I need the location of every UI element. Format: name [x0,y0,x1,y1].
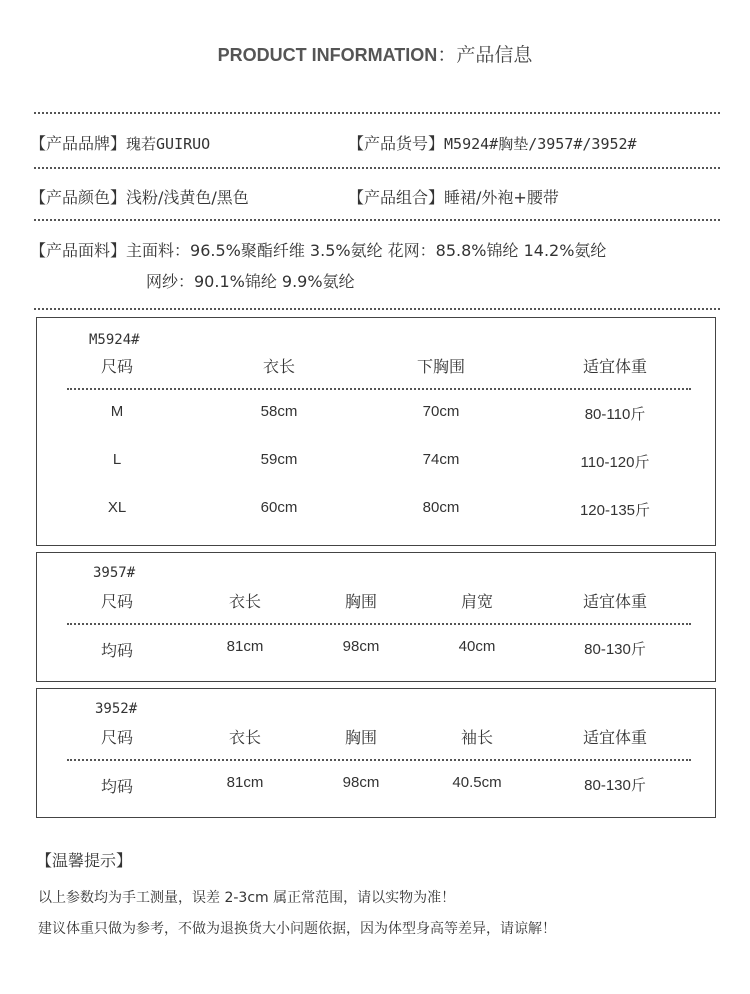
info-row-fabric [30,238,606,261]
table-header-cell: 胸围 [344,728,377,747]
divider [34,112,720,114]
table-header-cell: 适宜体重 [582,728,647,747]
brand-value: 瑰若GUIRUO [126,135,211,153]
table-cell: 80cm [422,499,460,516]
brand-label: 【产品品牌】 [30,134,127,153]
table-cell: 81cm [226,774,264,791]
info-row-brand [30,131,210,154]
table-header-cell: 肩宽 [460,592,493,611]
divider [34,219,720,221]
table-cell: 120-135斤 [579,502,651,519]
table-cell: 110-120斤 [580,454,650,471]
table-divider [67,388,691,390]
fabric-label: 【产品面料】 [30,241,127,260]
table-code: M5924# [89,332,140,348]
table-cell: 60cm [260,499,298,516]
table-cell: 80-110斤 [584,406,646,423]
divider [34,167,720,169]
tip-line-2: 建议体重只做为参考，不做为退换货大小问题依据，因为体型身高等差异，请谅解！ [38,921,556,937]
table-cell: L [112,451,122,468]
table-header-cell: 衣长 [262,357,295,376]
page-title-en: PRODUCT INFORMATION [217,45,438,65]
table-divider [67,623,691,625]
table-divider [67,759,691,761]
table-header-cell: 尺码 [100,728,133,747]
info-row-item-no [348,131,637,154]
table-cell: XL [107,499,127,516]
color-value: 浅粉/浅黄色/黑色 [126,188,249,207]
fabric-line-2: 网纱：90.1%锦纶 9.9%氨纶 [146,272,355,291]
size-table-3952 [36,688,716,818]
table-cell: 74cm [422,451,460,468]
table-header-cell: 衣长 [228,592,261,611]
page-title-cn: 产品信息 [456,44,533,66]
page-title [0,40,750,67]
table-cell: 59cm [260,451,298,468]
table-cell: 80-130斤 [584,777,646,794]
table-cell: 98cm [342,774,380,791]
table-header-cell: 适宜体重 [582,357,647,376]
table-header-cell: 衣长 [228,728,261,747]
table-cell: 80-130斤 [584,641,646,658]
tip-line-1: 以上参数均为手工测量，误差 2-3cm 属正常范围，请以实物为准！ [38,890,456,906]
table-header-cell: 袖长 [460,728,493,747]
table-header-cell: 胸围 [344,592,377,611]
table-cell: 均码 [100,777,133,796]
table-cell: 70cm [422,403,460,420]
table-cell: 40.5cm [452,774,502,791]
table-cell: 40cm [458,638,496,655]
table-cell: 58cm [260,403,298,420]
size-table-3957 [36,552,716,682]
info-row-combo [348,185,559,208]
info-row-color [30,185,249,208]
table-cell: 98cm [342,638,380,655]
table-code: 3952# [95,701,138,717]
item-no-value: M5924#胸垫/3957#/3952# [444,135,637,153]
table-cell: M [110,403,124,420]
tips-heading: 【温馨提示】 [36,851,133,870]
color-label: 【产品颜色】 [30,188,127,207]
table-cell: 均码 [100,641,133,660]
page-title-separator: ： [437,44,457,66]
combo-value: 睡裙/外袍+腰带 [444,188,559,207]
table-header-cell: 尺码 [100,592,133,611]
table-cell: 81cm [226,638,264,655]
table-header-cell: 适宜体重 [582,592,647,611]
table-header-cell: 尺码 [100,357,133,376]
combo-label: 【产品组合】 [348,188,445,207]
divider [34,308,720,310]
item-no-label: 【产品货号】 [348,134,445,153]
table-code: 3957# [93,565,136,581]
table-header-cell: 下胸围 [416,357,465,376]
size-table-m5924 [36,317,716,546]
fabric-line-1: 主面料：96.5%聚酯纤维 3.5%氨纶 花网：85.8%锦纶 14.2%氨纶 [126,241,607,260]
